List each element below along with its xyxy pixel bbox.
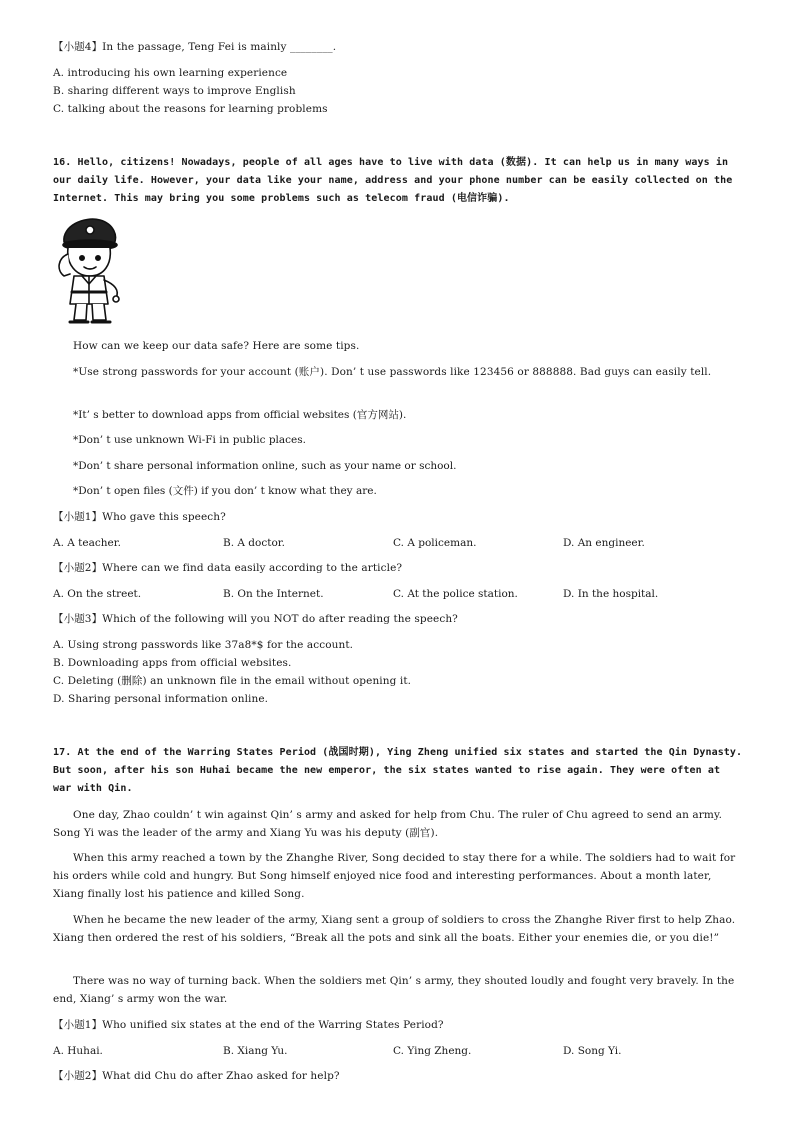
option-a: A. Using strong passwords like 37a8*$ for the account. [53,639,354,651]
option-b: B. Downloading apps from official websites. [53,657,292,669]
option-d: D. Song Yi. [563,1045,622,1057]
option-d: D. An engineer. [563,537,645,549]
tip-item: *It’ s better to download apps from official websites (官方网站). [73,409,407,421]
question-text: 【小题1】Who gave this speech? [53,511,226,523]
passage-17-intro: 17. At the end of the Warring States Period (战国时期), Ying Zheng unified six states and started the Qin Dynasty. But soon, after his son Huhai became the new emperor, the six states wanted to rise again. They were often at war with Qin. [53,747,743,794]
question-text: 【小题2】Where can we find data easily according to the article? [53,562,403,574]
option-a: A. Huhai. [53,1045,103,1057]
option-c: C. A policeman. [393,537,477,549]
tip-item: *Don’ t share personal information online, such as your name or school. [73,460,457,472]
policeman-illustration [54,214,126,328]
option-d: D. Sharing personal information online. [53,693,269,705]
question-text: 【小题2】What did Chu do after Zhao asked for help? [53,1070,340,1082]
option-c: C. At the police station. [393,588,518,600]
passage-16-intro: 16. Hello, citizens! Nowadays, people of all ages have to live with data (数据). It can help us in many ways in our daily life. However, your data like your name, address and your phone number can be easily collected on the Internet. This may bring you some problems such as telecom fraud (电信诈骗). [53,157,733,204]
question-text: 【小题1】Who unified six states at the end of the Warring States Period? [53,1019,444,1031]
option-b: B. Xiang Yu. [223,1045,288,1057]
option-c: C. Deleting (删除) an unknown file in the email without opening it. [53,675,412,687]
tips-lead: How can we keep our data safe? Here are some tips. [73,340,360,352]
passage-paragraph: One day, Zhao couldn’ t win against Qin’ s army and asked for help from Chu. The ruler of Chu agreed to send an army. Song Yi was the leader of the army and Xiang Yu was his deputy (副官). [53,809,723,839]
tip-item: *Don’ t open files (文件) if you don’ t know what they are. [73,485,377,497]
tip-item: *Don’ t use unknown Wi-Fi in public places. [73,434,306,446]
option-a: A. introducing his own learning experience [53,67,288,79]
option-c: C. talking about the reasons for learning problems [53,103,328,115]
option-b: B. sharing different ways to improve English [53,85,296,97]
question-text: 【小题3】Which of the following will you NOT do after reading the speech? [53,613,458,625]
passage-paragraph: When he became the new leader of the army, Xiang sent a group of soldiers to cross the Zhanghe River first to help Zhao. Xiang then ordered the rest of his soldiers, “Break all the pots and sink all the boats. Either your enemies die, or you die!” [53,914,736,944]
option-b: B. A doctor. [223,537,285,549]
option-d: D. In the hospital. [563,588,659,600]
option-a: A. A teacher. [53,537,121,549]
passage-paragraph: When this army reached a town by the Zhanghe River, Song decided to stay there for a while. The soldiers had to wait for his orders while cold and hungry. But Song himself enjoyed nice food and interesting performances. About a month later, Xiang finally lost his patience and killed Song. [53,852,736,900]
question-text: 【小题4】In the passage, Teng Fei is mainly ________. [53,41,337,53]
tip-item: *Use strong passwords for your account (账户). Don’ t use passwords like 123456 or 888888. Bad guys can easily tell. [73,366,712,378]
option-c: C. Ying Zheng. [393,1045,472,1057]
option-b: B. On the Internet. [223,588,324,600]
passage-paragraph: There was no way of turning back. When the soldiers met Qin’ s army, they shouted loudly and fought very bravely. In the end, Xiang’ s army won the war. [53,975,735,1005]
option-a: A. On the street. [53,588,142,600]
